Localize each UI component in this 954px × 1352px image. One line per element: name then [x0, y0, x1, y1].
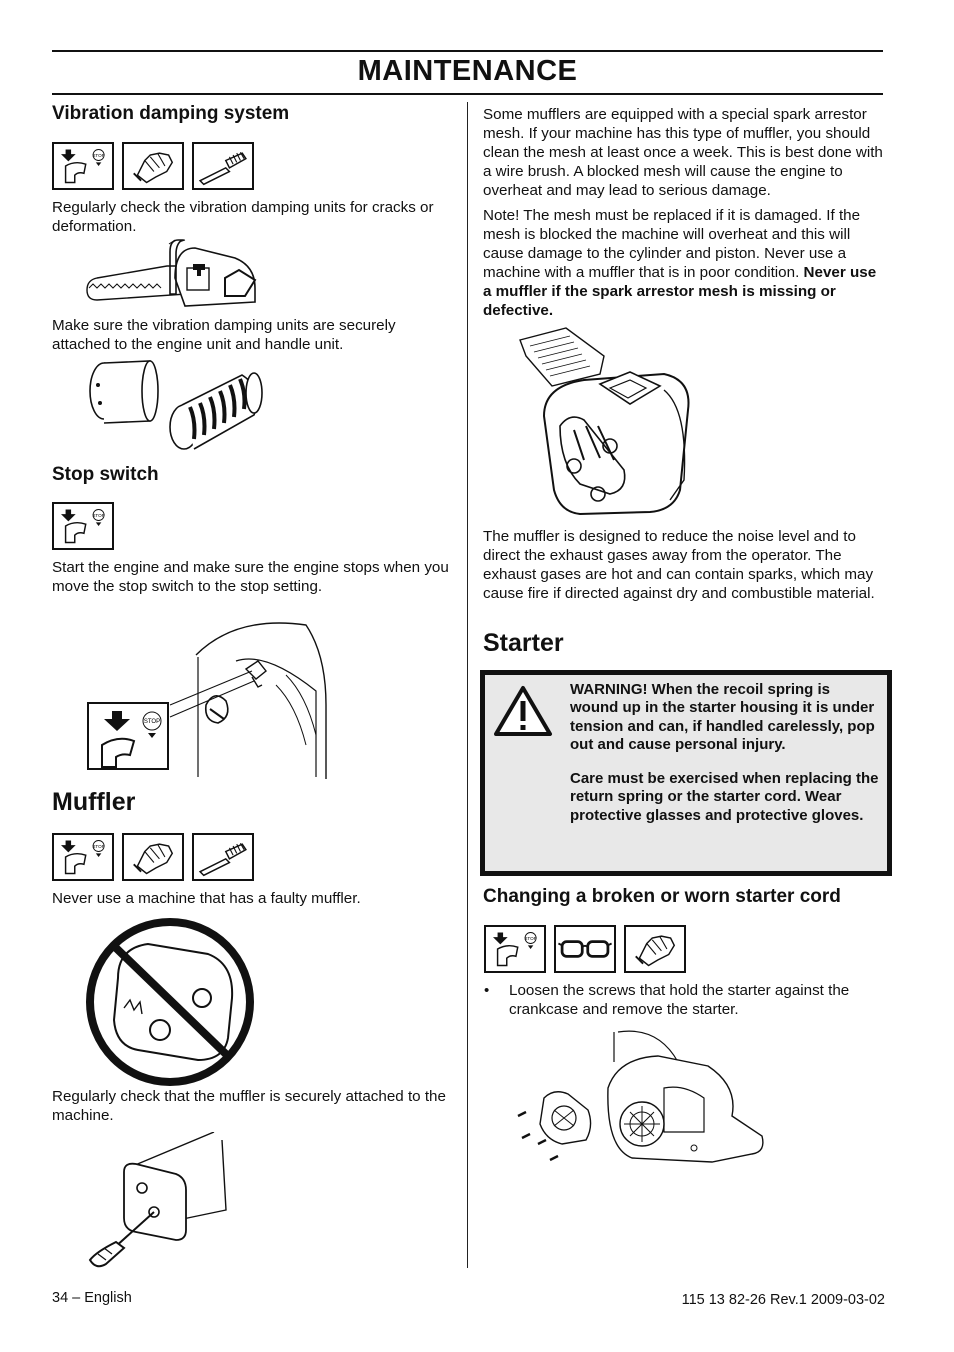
stop-switch-text: Start the engine and make sure the engine stops when you move the stop switch to the stop setting.: [52, 559, 449, 595]
header-rule-top: [52, 50, 883, 52]
spark-arrestor-note: [483, 206, 885, 320]
stop-text: STOP: [92, 512, 105, 518]
gloves-icon-2: [122, 833, 184, 881]
warning-box: [480, 670, 892, 876]
spark-arrestor-mesh-illustration: [514, 326, 694, 524]
stop-text: STOP: [143, 719, 161, 725]
stop-text: STOP: [524, 935, 537, 941]
spark-arrestor-text: Some mufflers are equipped with a special spark arrestor mesh. If your machine has this type of muffler, you should clean the mesh at least once a week. This is best done with a wire brush. A blocked mesh will cause the engine to overheat and may lead to serious damage.: [483, 106, 883, 199]
chainsaw-damping-illustration: [85, 238, 260, 310]
gloves-icon: [122, 142, 184, 190]
wire-brush-icon: [192, 142, 254, 190]
bullet-mark: •: [484, 982, 490, 999]
muffler-text-1: Never use a machine that has a faulty muffler.: [52, 890, 361, 907]
vibration-text-2: Make sure the vibration damping units are securely attached to the engine unit and handle unit.: [52, 317, 396, 353]
vibration-dampers-illustration: [84, 355, 274, 455]
faulty-muffler-prohibited-illustration: [84, 918, 256, 1086]
section-heading-stop-switch: Stop switch: [52, 464, 159, 485]
muffler-text-2: Regularly check that the muffler is securely attached to the machine.: [52, 1088, 446, 1124]
starter-step-1: Loosen the screws that hold the starter against the crankcase and remove the starter.: [509, 982, 850, 1018]
section-heading-starter-cord: Changing a broken or worn starter cord: [483, 886, 841, 907]
gloves-icon-3: [624, 925, 686, 973]
muffler-purpose-text: The muffler is designed to reduce the noise level and to direct the exhaust gases away from the operator. The exhaust gases are hot and can contain sparks, which may cause fire if directed against dry and combustible material.: [483, 528, 875, 602]
warning-text-1: WARNING! When the recoil spring is wound up in the starter housing it is under tension and can, if handled carelessly, pop out and cause personal injury.: [570, 681, 875, 753]
starter-removal-illustration: [514, 1028, 770, 1172]
stop-text: STOP: [92, 152, 105, 158]
column-divider: [467, 102, 468, 1268]
section-heading-vibration: Vibration damping system: [52, 103, 290, 124]
stop-switch-illustration: [86, 605, 341, 785]
warning-triangle-icon: [493, 685, 553, 737]
protective-glasses-icon: [554, 925, 616, 973]
muffler-attachment-illustration: [84, 1132, 249, 1270]
wire-brush-icon-2: [192, 833, 254, 881]
note-warning-bold: Never use a muffler if the spark arrestor mesh is missing or defective.: [483, 264, 877, 319]
page-number: 34 – English: [52, 1290, 132, 1306]
stop-engine-icon-2: [52, 502, 114, 550]
header-rule-bottom: [52, 93, 883, 95]
stop-text: STOP: [92, 843, 105, 849]
page-title: MAINTENANCE: [357, 55, 578, 87]
vibration-text-1: Regularly check the vibration damping units for cracks or deformation.: [52, 199, 434, 235]
stop-engine-icon-3: [52, 833, 114, 881]
section-heading-muffler: Muffler: [52, 788, 136, 816]
stop-engine-icon: [52, 142, 114, 190]
document-number: 115 13 82-26 Rev.1 2009-03-02: [681, 1292, 885, 1308]
warning-text-2: Care must be exercised when replacing the return spring or the starter cord. Wear protective glasses and protective gloves.: [570, 770, 879, 824]
section-heading-starter: Starter: [483, 629, 564, 657]
stop-engine-icon-4: [484, 925, 546, 973]
note-text: Note! The mesh must be replaced if it is damaged. If the mesh is blocked the machine will overheat and this will cause damage to the cylinder and piston. Never use a machine with a muffler that is in poor condition.: [483, 207, 861, 281]
